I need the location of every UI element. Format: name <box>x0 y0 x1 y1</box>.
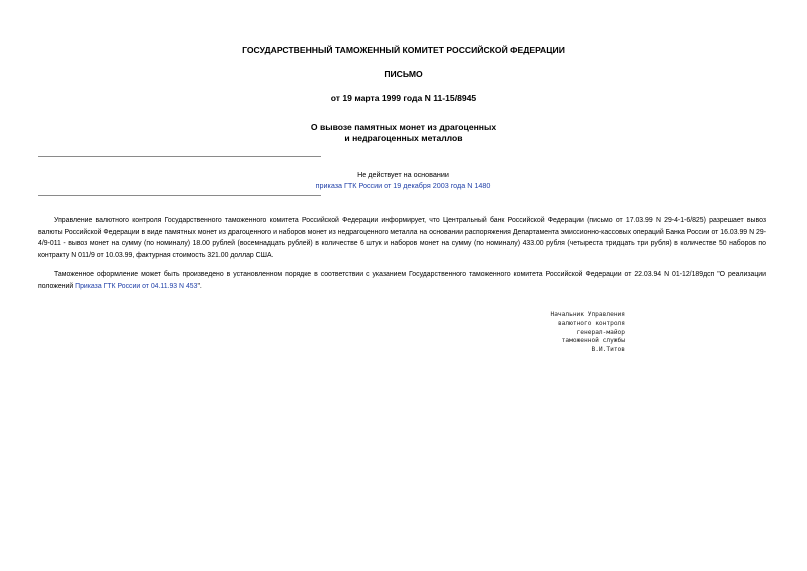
subject-line-1: О вывозе памятных монет из драгоценных <box>310 122 497 132</box>
signature-name: В.И.Титов <box>591 346 625 354</box>
body-paragraph-1: Управление валютного контроля Государственного таможенного комитета Российской Федерации информирует, что Центральный банк Российской Федерации (письмо от 17.03.99 N 29-4-1-6/825) разрешает вывоз валюты Российской Федерации в виде памятных монет из драгоценного и наборов монет из недрагоценного металла на основании распоряжения Департамента эмиссионно-кассовых операций Банка России от 16.03.99 N 29-4/9-011 - вывоз монет на сумму (по номиналу) 18.00 рублей (восемнадцать рублей) в количестве 6 штук и наборов монет на сумму (по номиналу) 433.00 рубля (четыреста тридцать три рубля) в количестве 50 наборов по контракту N 011/9 от 10.03.99, фактурная стоимость 321.00 доллар США. <box>38 217 766 259</box>
signature-block <box>470 311 625 355</box>
paragraph-2-ending: ". <box>197 282 202 290</box>
subject-line-2: и недрагоценных металлов <box>344 133 463 143</box>
divider-top <box>38 156 321 157</box>
document-type: ПИСЬМО <box>384 69 423 79</box>
order-453-link[interactable]: Приказа ГТК России от 04.11.93 N 453 <box>75 282 198 290</box>
signature-rank: генерал-майор <box>576 328 625 336</box>
document-date-number: от 19 марта 1999 года N 11-15/8945 <box>330 93 477 103</box>
status-note: Не действует на основании <box>357 170 449 179</box>
issuing-organization: ГОСУДАРСТВЕННЫЙ ТАМОЖЕННЫЙ КОМИТЕТ РОССИЙСКОЙ ФЕДЕРАЦИИ <box>242 45 565 55</box>
signature-position: Начальник Управления <box>550 311 625 318</box>
document-subject <box>0 122 807 144</box>
body-paragraph-2 <box>38 269 766 292</box>
signature-department: валютного контроля <box>557 319 625 327</box>
divider-bottom <box>38 195 321 196</box>
repeal-order-link[interactable]: приказа ГТК России от 19 декабря 2003 года N 1480 <box>315 181 491 190</box>
signature-service: таможенной службы <box>561 337 625 345</box>
status-link-wrapper <box>300 180 506 191</box>
paragraph-2-text: Таможенное оформление может быть произведено в установленном порядке в соответствии с указанием Государственного таможенного комитета Российской Федерации от 22.03.94 N 01-12/189дсп "О реализации положений <box>38 271 766 290</box>
